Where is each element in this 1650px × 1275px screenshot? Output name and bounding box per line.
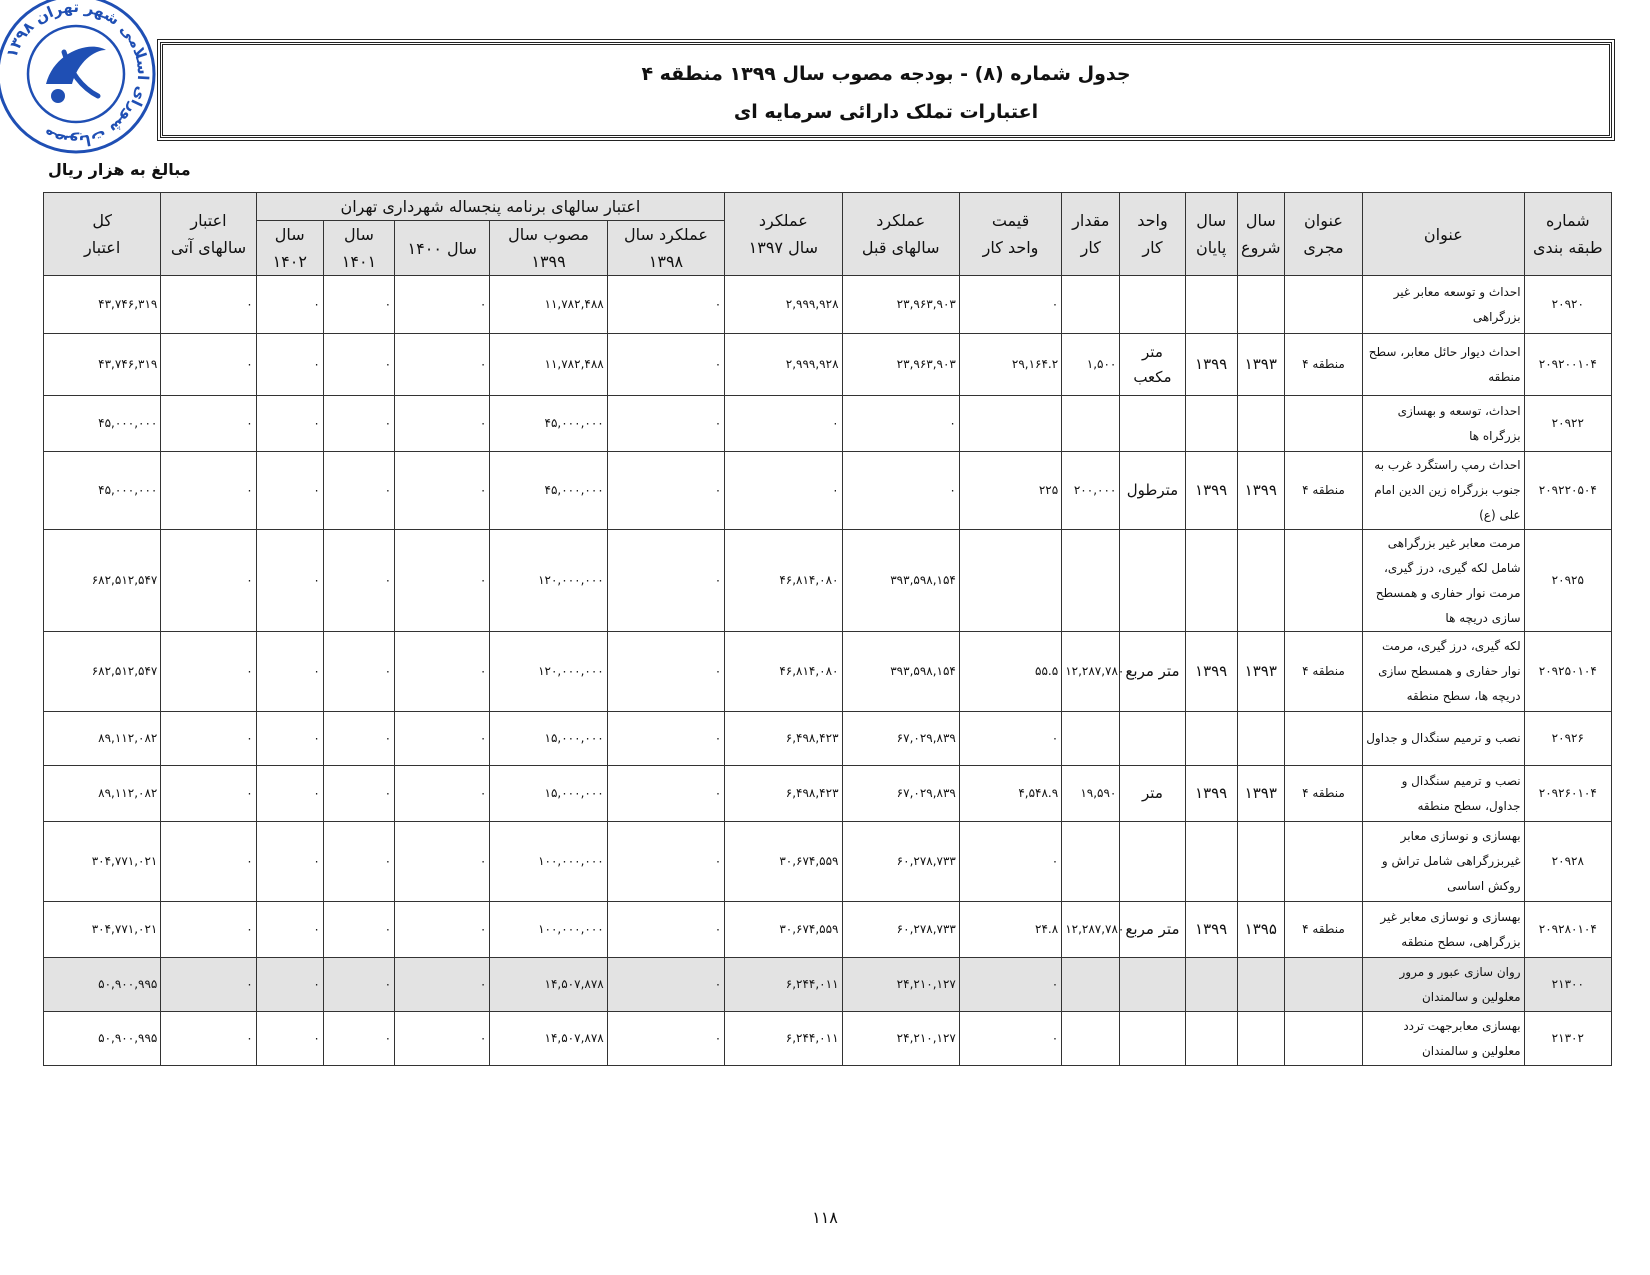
col-unit-price: قیمت واحد کار bbox=[959, 193, 1061, 276]
cell-start bbox=[1237, 958, 1284, 1012]
cell-y1402: ۰ bbox=[256, 1012, 323, 1066]
cell-price bbox=[959, 530, 1061, 632]
cell-approved: ۱۰۰,۰۰۰,۰۰۰ bbox=[490, 902, 607, 958]
col-perf-prev: عملکرد سالهای قبل bbox=[842, 193, 959, 276]
cell-title: مرمت معابر غیر بزرگراهی شامل لکه گیری، درز گیری، مرمت نوار حفاری و همسطح سازی دریچه ها bbox=[1363, 530, 1525, 632]
cell-y1401: ۰ bbox=[323, 712, 394, 766]
cell-y1402: ۰ bbox=[256, 632, 323, 712]
page-subtitle: اعتبارات تملک دارائی سرمایه ای bbox=[733, 101, 1039, 123]
cell-price: ۰ bbox=[959, 276, 1061, 334]
cell-perf1398: ۰ bbox=[607, 1012, 724, 1066]
cell-perfprev: ۰ bbox=[842, 396, 959, 452]
cell-future: ۰ bbox=[161, 902, 256, 958]
cell-y1400: ۰ bbox=[395, 958, 490, 1012]
cell-unit: مترطول bbox=[1120, 452, 1185, 530]
cell-future: ۰ bbox=[161, 958, 256, 1012]
cell-price: ۰ bbox=[959, 712, 1061, 766]
cell-y1400: ۰ bbox=[395, 1012, 490, 1066]
cell-qty bbox=[1062, 712, 1120, 766]
cell-code: ۲۰۹۲۸۰۱۰۴ bbox=[1524, 902, 1611, 958]
cell-y1401: ۰ bbox=[323, 766, 394, 822]
cell-perf1397: ۲,۹۹۹,۹۲۸ bbox=[725, 334, 842, 396]
cell-perfprev: ۳۹۳,۵۹۸,۱۵۴ bbox=[842, 530, 959, 632]
cell-total: ۳۰۴,۷۷۱,۰۲۱ bbox=[44, 902, 161, 958]
budget-table bbox=[43, 192, 1612, 1066]
cell-unit bbox=[1120, 822, 1185, 902]
cell-perf1398: ۰ bbox=[607, 766, 724, 822]
cell-start: ۱۳۹۳ bbox=[1237, 334, 1284, 396]
cell-total: ۴۵,۰۰۰,۰۰۰ bbox=[44, 396, 161, 452]
cell-exec bbox=[1284, 958, 1362, 1012]
cell-perfprev: ۲۳,۹۶۳,۹۰۳ bbox=[842, 334, 959, 396]
table-row bbox=[44, 822, 1612, 902]
cell-perfprev: ۲۳,۹۶۳,۹۰۳ bbox=[842, 276, 959, 334]
cell-exec bbox=[1284, 712, 1362, 766]
cell-exec: منطقه ۴ bbox=[1284, 334, 1362, 396]
cell-y1402: ۰ bbox=[256, 958, 323, 1012]
cell-y1400: ۰ bbox=[395, 766, 490, 822]
cell-code: ۲۰۹۲۲۰۵۰۴ bbox=[1524, 452, 1611, 530]
cell-code: ۲۰۹۲۲ bbox=[1524, 396, 1611, 452]
cell-unit bbox=[1120, 530, 1185, 632]
table-row bbox=[44, 632, 1612, 712]
cell-perf1398: ۰ bbox=[607, 396, 724, 452]
cell-title: بهسازی معابرجهت تردد معلولین و سالمندان bbox=[1363, 1012, 1525, 1066]
cell-y1401: ۰ bbox=[323, 822, 394, 902]
cell-approved: ۴۵,۰۰۰,۰۰۰ bbox=[490, 452, 607, 530]
cell-total: ۴۳,۷۴۶,۳۱۹ bbox=[44, 334, 161, 396]
cell-y1401: ۰ bbox=[323, 530, 394, 632]
table-row bbox=[44, 396, 1612, 452]
cell-y1402: ۰ bbox=[256, 396, 323, 452]
cell-price: ۲۲۵ bbox=[959, 452, 1061, 530]
cell-y1400: ۰ bbox=[395, 396, 490, 452]
cell-future: ۰ bbox=[161, 396, 256, 452]
cell-perf1397: ۴۶,۸۱۴,۰۸۰ bbox=[725, 632, 842, 712]
cell-perf1397: ۰ bbox=[725, 452, 842, 530]
cell-y1402: ۰ bbox=[256, 902, 323, 958]
cell-title: احداث، توسعه و بهسازی بزرگراه ها bbox=[1363, 396, 1525, 452]
cell-unit bbox=[1120, 712, 1185, 766]
cell-exec bbox=[1284, 396, 1362, 452]
cell-perf1398: ۰ bbox=[607, 632, 724, 712]
table-row bbox=[44, 1012, 1612, 1066]
cell-unit bbox=[1120, 958, 1185, 1012]
table-row bbox=[44, 530, 1612, 632]
cell-y1400: ۰ bbox=[395, 822, 490, 902]
cell-y1401: ۰ bbox=[323, 396, 394, 452]
cell-perf1398: ۰ bbox=[607, 822, 724, 902]
cell-start bbox=[1237, 1012, 1284, 1066]
cell-perf1397: ۶,۴۹۸,۴۲۳ bbox=[725, 712, 842, 766]
cell-price: ۲۹,۱۶۴.۲ bbox=[959, 334, 1061, 396]
cell-end bbox=[1185, 1012, 1237, 1066]
cell-code: ۲۰۹۲۶۰۱۰۴ bbox=[1524, 766, 1611, 822]
col-perf1397: عملکرد سال ۱۳۹۷ bbox=[725, 193, 842, 276]
cell-price: ۲۴.۸ bbox=[959, 902, 1061, 958]
cell-approved: ۴۵,۰۰۰,۰۰۰ bbox=[490, 396, 607, 452]
cell-perf1397: ۲,۹۹۹,۹۲۸ bbox=[725, 276, 842, 334]
cell-perfprev: ۰ bbox=[842, 452, 959, 530]
cell-approved: ۱۵,۰۰۰,۰۰۰ bbox=[490, 712, 607, 766]
cell-future: ۰ bbox=[161, 1012, 256, 1066]
cell-end: ۱۳۹۹ bbox=[1185, 452, 1237, 530]
cell-start: ۱۳۹۹ bbox=[1237, 452, 1284, 530]
cell-exec bbox=[1284, 822, 1362, 902]
cell-exec: منطقه ۴ bbox=[1284, 902, 1362, 958]
cell-title: لکه گیری، درز گیری، مرمت نوار حفاری و همسطح سازی دریچه ها، سطح منطقه bbox=[1363, 632, 1525, 712]
cell-perfprev: ۶۰,۲۷۸,۷۳۳ bbox=[842, 902, 959, 958]
cell-price: ۰ bbox=[959, 958, 1061, 1012]
cell-exec bbox=[1284, 276, 1362, 334]
cell-code: ۲۰۹۲۸ bbox=[1524, 822, 1611, 902]
cell-title: بهسازی و نوسازی معابر غیر بزرگراهی، سطح منطقه bbox=[1363, 902, 1525, 958]
cell-unit bbox=[1120, 396, 1185, 452]
col-plan-group: اعتبار سالهای برنامه پنجساله شهرداری تهران bbox=[256, 193, 725, 221]
cell-y1402: ۰ bbox=[256, 276, 323, 334]
cell-title: روان سازی عبور و مرور معلولین و سالمندان bbox=[1363, 958, 1525, 1012]
cell-qty bbox=[1062, 276, 1120, 334]
cell-title: نصب و ترمیم سنگدال و جداول bbox=[1363, 712, 1525, 766]
cell-total: ۶۸۲,۵۱۲,۵۴۷ bbox=[44, 632, 161, 712]
table-row bbox=[44, 902, 1612, 958]
cell-qty bbox=[1062, 530, 1120, 632]
cell-y1400: ۰ bbox=[395, 530, 490, 632]
cell-perf1397: ۶,۲۴۴,۰۱۱ bbox=[725, 1012, 842, 1066]
table-row bbox=[44, 958, 1612, 1012]
cell-future: ۰ bbox=[161, 632, 256, 712]
cell-future: ۰ bbox=[161, 712, 256, 766]
cell-end bbox=[1185, 822, 1237, 902]
col-work-unit: واحد کار bbox=[1120, 193, 1185, 276]
cell-y1402: ۰ bbox=[256, 530, 323, 632]
cell-perfprev: ۶۷,۰۲۹,۸۳۹ bbox=[842, 712, 959, 766]
col-perf-1398: عملکرد سال ۱۳۹۸ bbox=[607, 221, 724, 276]
cell-future: ۰ bbox=[161, 766, 256, 822]
table-row bbox=[44, 276, 1612, 334]
cell-end: ۱۳۹۹ bbox=[1185, 334, 1237, 396]
cell-y1402: ۰ bbox=[256, 334, 323, 396]
cell-total: ۸۹,۱۱۲,۰۸۲ bbox=[44, 712, 161, 766]
cell-y1401: ۰ bbox=[323, 902, 394, 958]
cell-approved: ۱۲۰,۰۰۰,۰۰۰ bbox=[490, 632, 607, 712]
cell-qty: ۱۲,۲۸۷,۷۸۰ bbox=[1062, 902, 1120, 958]
cell-code: ۲۰۹۲۰ bbox=[1524, 276, 1611, 334]
cell-qty: ۱۲,۲۸۷,۷۸۰ bbox=[1062, 632, 1120, 712]
cell-unit bbox=[1120, 276, 1185, 334]
cell-future: ۰ bbox=[161, 334, 256, 396]
cell-y1400: ۰ bbox=[395, 452, 490, 530]
cell-end: ۱۳۹۹ bbox=[1185, 632, 1237, 712]
cell-total: ۵۰,۹۰۰,۹۹۵ bbox=[44, 958, 161, 1012]
cell-y1402: ۰ bbox=[256, 452, 323, 530]
cell-y1401: ۰ bbox=[323, 1012, 394, 1066]
cell-total: ۳۰۴,۷۷۱,۰۲۱ bbox=[44, 822, 161, 902]
cell-end bbox=[1185, 276, 1237, 334]
cell-title: احداث و توسعه معابر غیر بزرگراهی bbox=[1363, 276, 1525, 334]
cell-y1401: ۰ bbox=[323, 632, 394, 712]
cell-unit: متر bbox=[1120, 766, 1185, 822]
col-year-1401: سال ۱۴۰۱ bbox=[323, 221, 394, 276]
cell-y1402: ۰ bbox=[256, 712, 323, 766]
cell-perf1398: ۰ bbox=[607, 452, 724, 530]
cell-price bbox=[959, 396, 1061, 452]
cell-title: احداث دیوار حائل معابر، سطح منطقه bbox=[1363, 334, 1525, 396]
cell-title: بهسازی و نوسازی معابر غیربزرگراهی شامل تراش و روکش اساسی bbox=[1363, 822, 1525, 902]
cell-exec: منطقه ۴ bbox=[1284, 632, 1362, 712]
cell-qty bbox=[1062, 822, 1120, 902]
cell-approved: ۱۱,۷۸۲,۴۸۸ bbox=[490, 334, 607, 396]
cell-perf1397: ۶,۴۹۸,۴۲۳ bbox=[725, 766, 842, 822]
cell-end: ۱۳۹۹ bbox=[1185, 766, 1237, 822]
cell-end bbox=[1185, 396, 1237, 452]
cell-qty bbox=[1062, 1012, 1120, 1066]
cell-unit: متر مکعب bbox=[1120, 334, 1185, 396]
cell-approved: ۱۰۰,۰۰۰,۰۰۰ bbox=[490, 822, 607, 902]
cell-perf1397: ۳۰,۶۷۴,۵۵۹ bbox=[725, 822, 842, 902]
cell-code: ۲۰۹۲۵ bbox=[1524, 530, 1611, 632]
cell-perf1397: ۳۰,۶۷۴,۵۵۹ bbox=[725, 902, 842, 958]
cell-qty: ۲۰۰,۰۰۰ bbox=[1062, 452, 1120, 530]
currency-unit-note: مبالغ به هزار ریال bbox=[48, 160, 191, 179]
cell-title: احداث رمپ راستگرد غرب به جنوب بزرگراه زین الدین امام علی (ع) bbox=[1363, 452, 1525, 530]
cell-perfprev: ۲۴,۲۱۰,۱۲۷ bbox=[842, 1012, 959, 1066]
cell-start: ۱۳۹۳ bbox=[1237, 632, 1284, 712]
svg-text:مصوبات شورای اسلامی شهر تهران: مصوبات شورای اسلامی شهر تهران ۱۳۹۸ bbox=[2, 0, 153, 151]
table-row bbox=[44, 452, 1612, 530]
cell-total: ۸۹,۱۱۲,۰۸۲ bbox=[44, 766, 161, 822]
cell-exec: منطقه ۴ bbox=[1284, 766, 1362, 822]
cell-qty: ۱۹,۵۹۰ bbox=[1062, 766, 1120, 822]
cell-unit bbox=[1120, 1012, 1185, 1066]
cell-perf1397: ۶,۲۴۴,۰۱۱ bbox=[725, 958, 842, 1012]
cell-qty bbox=[1062, 958, 1120, 1012]
council-seal-logo bbox=[0, 0, 158, 156]
cell-start bbox=[1237, 276, 1284, 334]
col-end-year: سال پایان bbox=[1185, 193, 1237, 276]
cell-perf1398: ۰ bbox=[607, 712, 724, 766]
cell-perf1398: ۰ bbox=[607, 334, 724, 396]
cell-y1401: ۰ bbox=[323, 958, 394, 1012]
col-year-1400: سال ۱۴۰۰ bbox=[395, 221, 490, 276]
cell-code: ۲۱۳۰۲ bbox=[1524, 1012, 1611, 1066]
col-executor: عنوان مجری bbox=[1284, 193, 1362, 276]
cell-exec bbox=[1284, 1012, 1362, 1066]
cell-future: ۰ bbox=[161, 822, 256, 902]
cell-code: ۲۰۹۲۵۰۱۰۴ bbox=[1524, 632, 1611, 712]
cell-qty bbox=[1062, 396, 1120, 452]
cell-price: ۰ bbox=[959, 1012, 1061, 1066]
col-future: اعتبار سالهای آتی bbox=[161, 193, 256, 276]
cell-exec: منطقه ۴ bbox=[1284, 452, 1362, 530]
col-quantity: مقدار کار bbox=[1062, 193, 1120, 276]
page-number: ۱۱۸ bbox=[812, 1208, 838, 1227]
cell-perfprev: ۶۰,۲۷۸,۷۳۳ bbox=[842, 822, 959, 902]
cell-exec bbox=[1284, 530, 1362, 632]
table-row bbox=[44, 766, 1612, 822]
cell-total: ۴۵,۰۰۰,۰۰۰ bbox=[44, 452, 161, 530]
page-title: جدول شماره (۸) - بودجه مصوب سال ۱۳۹۹ منطقه ۴ bbox=[641, 63, 1131, 85]
cell-future: ۰ bbox=[161, 530, 256, 632]
cell-start bbox=[1237, 530, 1284, 632]
cell-y1402: ۰ bbox=[256, 766, 323, 822]
cell-start: ۱۳۹۳ bbox=[1237, 766, 1284, 822]
cell-y1400: ۰ bbox=[395, 276, 490, 334]
cell-total: ۵۰,۹۰۰,۹۹۵ bbox=[44, 1012, 161, 1066]
cell-approved: ۱۱,۷۸۲,۴۸۸ bbox=[490, 276, 607, 334]
cell-price: ۰ bbox=[959, 822, 1061, 902]
cell-end bbox=[1185, 958, 1237, 1012]
cell-approved: ۱۵,۰۰۰,۰۰۰ bbox=[490, 766, 607, 822]
cell-start: ۱۳۹۵ bbox=[1237, 902, 1284, 958]
cell-start bbox=[1237, 396, 1284, 452]
col-total: کل اعتبار bbox=[44, 193, 161, 276]
cell-y1400: ۰ bbox=[395, 902, 490, 958]
cell-total: ۴۳,۷۴۶,۳۱۹ bbox=[44, 276, 161, 334]
cell-title: نصب و ترمیم سنگدال و جداول، سطح منطقه bbox=[1363, 766, 1525, 822]
title-box bbox=[160, 42, 1612, 138]
col-year-1402: سال ۱۴۰۲ bbox=[256, 221, 323, 276]
cell-perf1397: ۴۶,۸۱۴,۰۸۰ bbox=[725, 530, 842, 632]
cell-y1402: ۰ bbox=[256, 822, 323, 902]
cell-perfprev: ۳۹۳,۵۹۸,۱۵۴ bbox=[842, 632, 959, 712]
cell-total: ۶۸۲,۵۱۲,۵۴۷ bbox=[44, 530, 161, 632]
cell-perfprev: ۶۷,۰۲۹,۸۳۹ bbox=[842, 766, 959, 822]
cell-perfprev: ۲۴,۲۱۰,۱۲۷ bbox=[842, 958, 959, 1012]
cell-start bbox=[1237, 712, 1284, 766]
col-start-year: سال شروع bbox=[1237, 193, 1284, 276]
cell-perf1397: ۰ bbox=[725, 396, 842, 452]
cell-end bbox=[1185, 712, 1237, 766]
cell-code: ۲۰۹۲۶ bbox=[1524, 712, 1611, 766]
cell-future: ۰ bbox=[161, 276, 256, 334]
cell-code: ۲۰۹۲۰۰۱۰۴ bbox=[1524, 334, 1611, 396]
table-row bbox=[44, 712, 1612, 766]
cell-y1401: ۰ bbox=[323, 334, 394, 396]
cell-perf1398: ۰ bbox=[607, 530, 724, 632]
cell-y1400: ۰ bbox=[395, 334, 490, 396]
cell-perf1398: ۰ bbox=[607, 902, 724, 958]
cell-price: ۴,۵۴۸.۹ bbox=[959, 766, 1061, 822]
cell-end bbox=[1185, 530, 1237, 632]
cell-perf1398: ۰ bbox=[607, 276, 724, 334]
cell-start bbox=[1237, 822, 1284, 902]
cell-unit: متر مربع bbox=[1120, 902, 1185, 958]
cell-y1400: ۰ bbox=[395, 712, 490, 766]
cell-future: ۰ bbox=[161, 452, 256, 530]
table-header bbox=[44, 193, 1612, 276]
cell-qty: ۱,۵۰۰ bbox=[1062, 334, 1120, 396]
table-row bbox=[44, 334, 1612, 396]
cell-end: ۱۳۹۹ bbox=[1185, 902, 1237, 958]
cell-price: ۵۵.۵ bbox=[959, 632, 1061, 712]
cell-y1401: ۰ bbox=[323, 276, 394, 334]
cell-unit: متر مربع bbox=[1120, 632, 1185, 712]
cell-approved: ۱۴,۵۰۷,۸۷۸ bbox=[490, 1012, 607, 1066]
cell-perf1398: ۰ bbox=[607, 958, 724, 1012]
table-body bbox=[44, 276, 1612, 1066]
cell-y1400: ۰ bbox=[395, 632, 490, 712]
cell-y1401: ۰ bbox=[323, 452, 394, 530]
col-code: شماره طبقه بندی bbox=[1524, 193, 1611, 276]
col-title: عنوان bbox=[1363, 193, 1525, 276]
cell-code: ۲۱۳۰۰ bbox=[1524, 958, 1611, 1012]
cell-approved: ۱۴,۵۰۷,۸۷۸ bbox=[490, 958, 607, 1012]
col-approved-1399: مصوب سال ۱۳۹۹ bbox=[490, 221, 607, 276]
cell-approved: ۱۲۰,۰۰۰,۰۰۰ bbox=[490, 530, 607, 632]
